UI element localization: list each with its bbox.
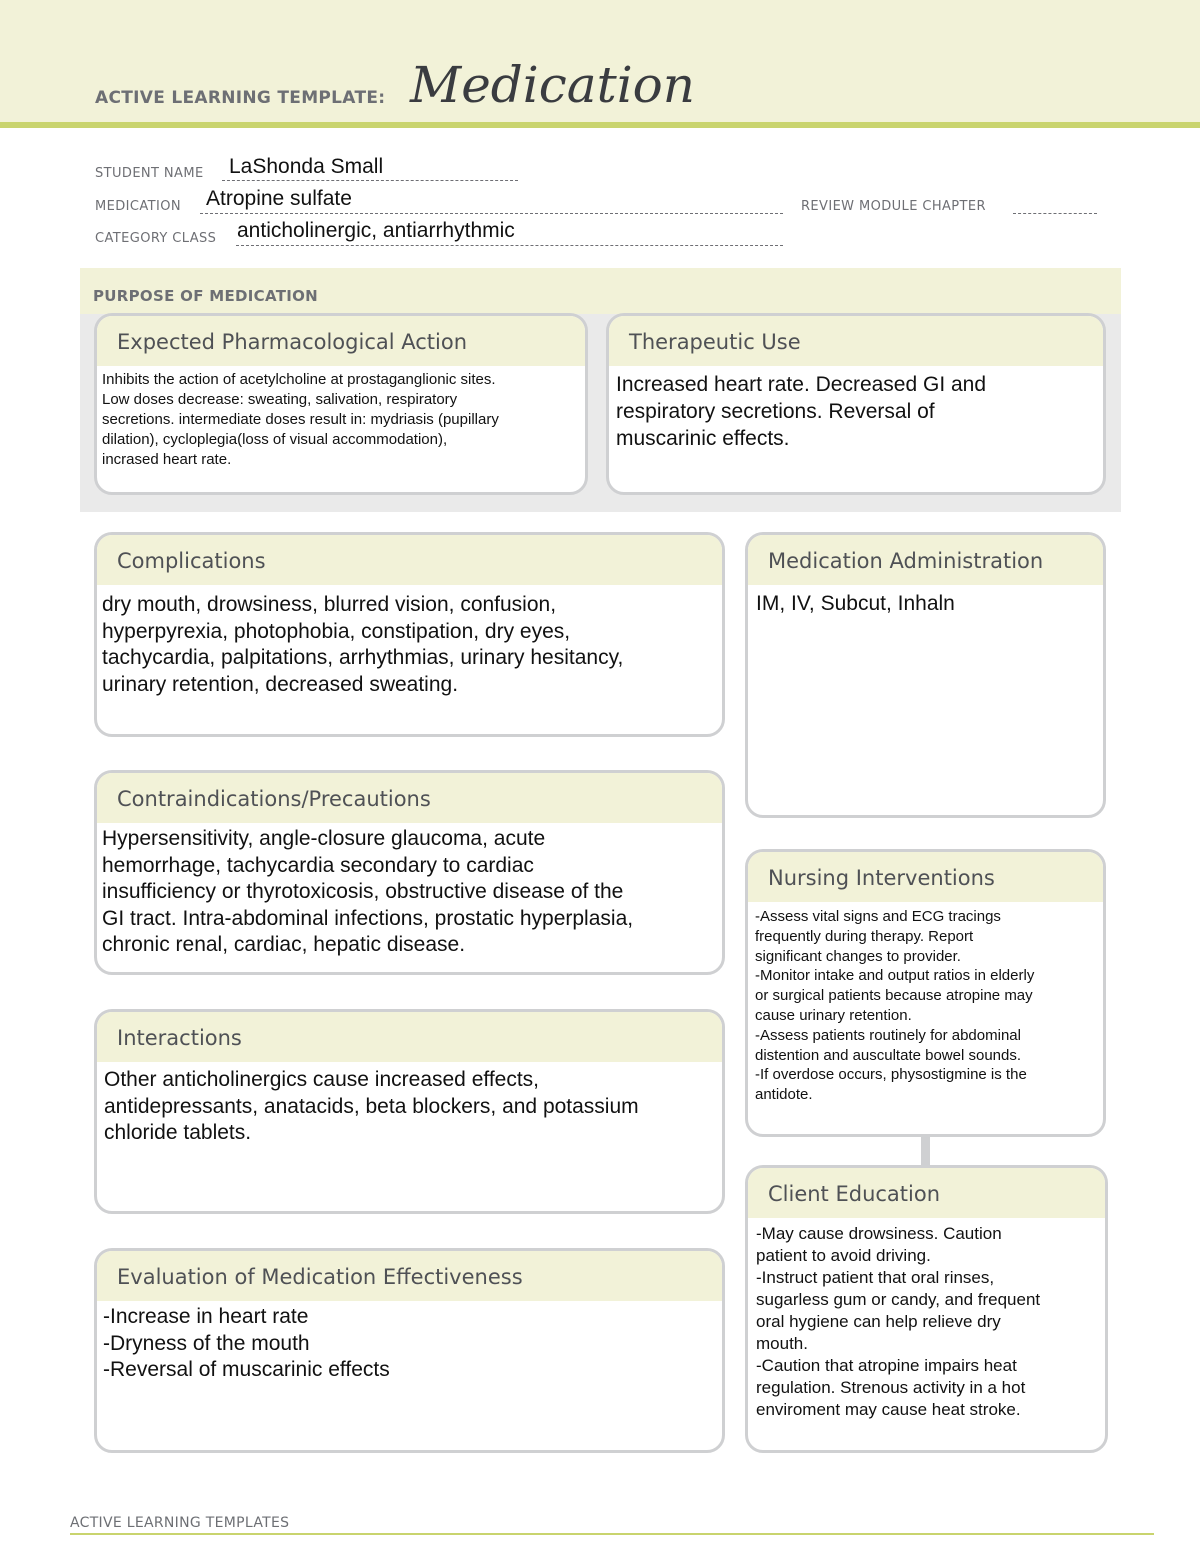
interactions-box	[94, 1009, 725, 1214]
template-label: ACTIVE LEARNING TEMPLATE:	[95, 88, 386, 108]
evaluation-body[interactable]: -Increase in heart rate -Dryness of the mouth -Reversal of muscarinic effects	[103, 1305, 390, 1381]
header-rule	[0, 122, 1200, 128]
contraindications-box	[94, 770, 725, 975]
nursing-interventions-title: Nursing Interventions	[748, 852, 1103, 902]
evaluation-box	[94, 1248, 725, 1453]
review-module-label: REVIEW MODULE CHAPTER	[801, 199, 986, 214]
contraindications-body[interactable]: Hypersensitivity, angle-closure glaucoma, acute hemorrhage, tachycardia secondary to cardiac insufficiency or thyrotoxicosis, obstructive disease of the GI tract. Intra-abdominal infections, prostatic hyperplasia, chronic renal, cardiac, hepatic disease.	[102, 827, 634, 956]
medication-value[interactable]: Atropine sulfate	[206, 187, 352, 210]
student-name-value[interactable]: LaShonda Small	[229, 155, 384, 178]
complications-body[interactable]: dry mouth, drowsiness, blurred vision, confusion, hyperpyrexia, photophobia, constipation, dry eyes, tachycardia, palpitations, arrhythmias, urinary hesitancy, urinary retention, decreased sweating.	[102, 593, 624, 696]
review-module-line	[1013, 213, 1097, 214]
footer-label: ACTIVE LEARNING TEMPLATES	[70, 1515, 290, 1531]
administration-title: Medication Administration	[748, 535, 1103, 585]
medication-line	[200, 213, 783, 214]
category-class-label: CATEGORY CLASS	[95, 231, 217, 246]
category-class-value[interactable]: anticholinergic, antiarrhythmic	[237, 219, 515, 242]
expected-action-body[interactable]: Inhibits the action of acetylcholine at prostaganglionic sites. Low doses decrease: sweating, salivation, respiratory secretions. intermediate doses result in: mydriasis (pupillary dilation), cycloplegia(loss of visual accommodation), incrased heart rate.	[102, 371, 499, 468]
interactions-title: Interactions	[97, 1012, 722, 1062]
student-name-label: STUDENT NAME	[95, 166, 204, 181]
purpose-label: PURPOSE OF MEDICATION	[93, 287, 319, 305]
client-education-body[interactable]: -May cause drowsiness. Caution patient to avoid driving. -Instruct patient that oral rinses, sugarless gum or candy, and frequent oral hygiene can help relieve dry mouth. -Caution that atropine impairs heat regulation. Strenous activity in a hot enviroment may cause heat stroke.	[756, 1224, 1041, 1419]
interactions-body[interactable]: Other anticholinergics cause increased effects, antidepressants, anatacids, beta blockers, and potassium chloride tablets.	[104, 1068, 639, 1144]
client-education-box	[745, 1165, 1108, 1453]
page-title: Medication	[410, 56, 695, 114]
footer-rule	[70, 1533, 1154, 1535]
contraindications-title: Contraindications/Precautions	[97, 773, 722, 823]
evaluation-title: Evaluation of Medication Effectiveness	[97, 1251, 722, 1301]
complications-title: Complications	[97, 535, 722, 585]
student-name-line	[222, 180, 518, 181]
nursing-interventions-body[interactable]: -Assess vital signs and ECG tracings frequently during therapy. Report significant changes to provider. -Monitor intake and output ratios in elderly or surgical patients because atropine may cause urinary retention. -Assess patients routinely for abdominal distention and auscultate bowel sounds. -If overdose occurs, physostigmine is the antidote.	[755, 908, 1035, 1104]
expected-action-box	[94, 313, 588, 495]
client-education-title: Client Education	[748, 1168, 1105, 1218]
administration-body[interactable]: IM, IV, Subcut, Inhaln	[756, 592, 955, 615]
nursing-interventions-box	[745, 849, 1106, 1137]
administration-box	[745, 532, 1106, 818]
category-class-line	[236, 245, 783, 246]
medication-label: MEDICATION	[95, 199, 181, 214]
therapeutic-use-box	[606, 313, 1106, 495]
box-connector	[921, 1135, 930, 1166]
therapeutic-use-body[interactable]: Increased heart rate. Decreased GI and respiratory secretions. Reversal of muscarinic effects.	[616, 373, 987, 450]
expected-action-title: Expected Pharmacological Action	[97, 316, 585, 366]
complications-box	[94, 532, 725, 737]
therapeutic-use-title: Therapeutic Use	[609, 316, 1103, 366]
